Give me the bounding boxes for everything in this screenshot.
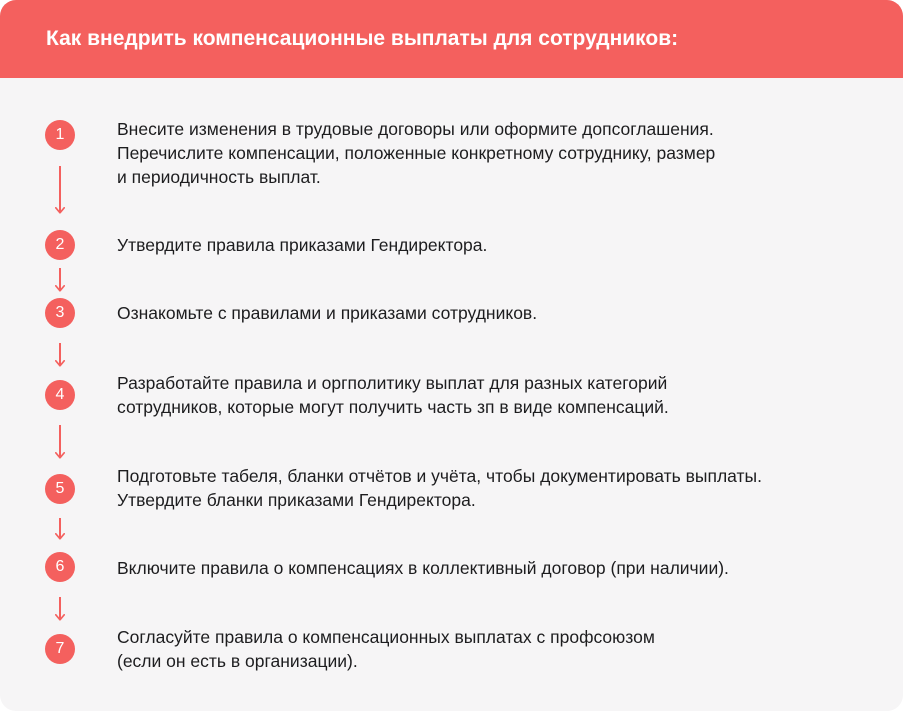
step-text-line: (если он есть в организации). — [117, 651, 358, 671]
down-arrow-icon — [54, 597, 66, 621]
step-text-line: Ознакомьте с правилами и приказами сотрудников. — [117, 303, 538, 323]
step-text — [117, 371, 887, 419]
step-text-line: Утвердите правила приказами Гендиректора. — [117, 235, 488, 255]
down-arrow-icon — [54, 268, 66, 292]
step-text — [117, 117, 887, 189]
step-text — [117, 625, 887, 673]
step-text — [117, 556, 887, 580]
step-number-badge: 6 — [45, 552, 75, 582]
step-number-badge: 4 — [45, 380, 75, 410]
step-number-badge: 1 — [45, 120, 75, 150]
step-number-badge: 2 — [45, 230, 75, 260]
step-text-line: Включите правила о компенсациях в коллективный договор (при наличии). — [117, 558, 729, 578]
step-text-line: Разработайте правила и оргполитику выплат для разных категорий — [117, 373, 668, 393]
step-text-line: сотрудников, которые могут получить часть зп в виде компенсаций. — [117, 397, 669, 417]
step-text-line: Перечислите компенсации, положенные конкретному сотруднику, размер — [117, 143, 716, 163]
step-text-line: Внесите изменения в трудовые договоры или оформите допсоглашения. — [117, 119, 714, 139]
page-title: Как внедрить компенсационные выплаты для сотрудников: — [46, 27, 679, 50]
step-text-line: Согласуйте правила о компенсационных выплатах с профсоюзом — [117, 627, 655, 647]
down-arrow-icon — [54, 518, 66, 540]
header-bar — [0, 0, 903, 78]
step-number-badge: 5 — [45, 474, 75, 504]
step-text — [117, 233, 887, 257]
down-arrow-icon — [54, 343, 66, 367]
step-text-line: Подготовьте табеля, бланки отчётов и учёта, чтобы документировать выплаты. — [117, 466, 762, 486]
down-arrow-icon — [54, 425, 66, 459]
step-text-line: и периодичность выплат. — [117, 167, 321, 187]
down-arrow-icon — [54, 166, 66, 214]
step-text-line: Утвердите бланки приказами Гендиректора. — [117, 490, 476, 510]
step-number-badge: 3 — [45, 298, 75, 328]
step-number-badge: 7 — [45, 634, 75, 664]
step-text — [117, 464, 887, 512]
step-text — [117, 301, 887, 325]
